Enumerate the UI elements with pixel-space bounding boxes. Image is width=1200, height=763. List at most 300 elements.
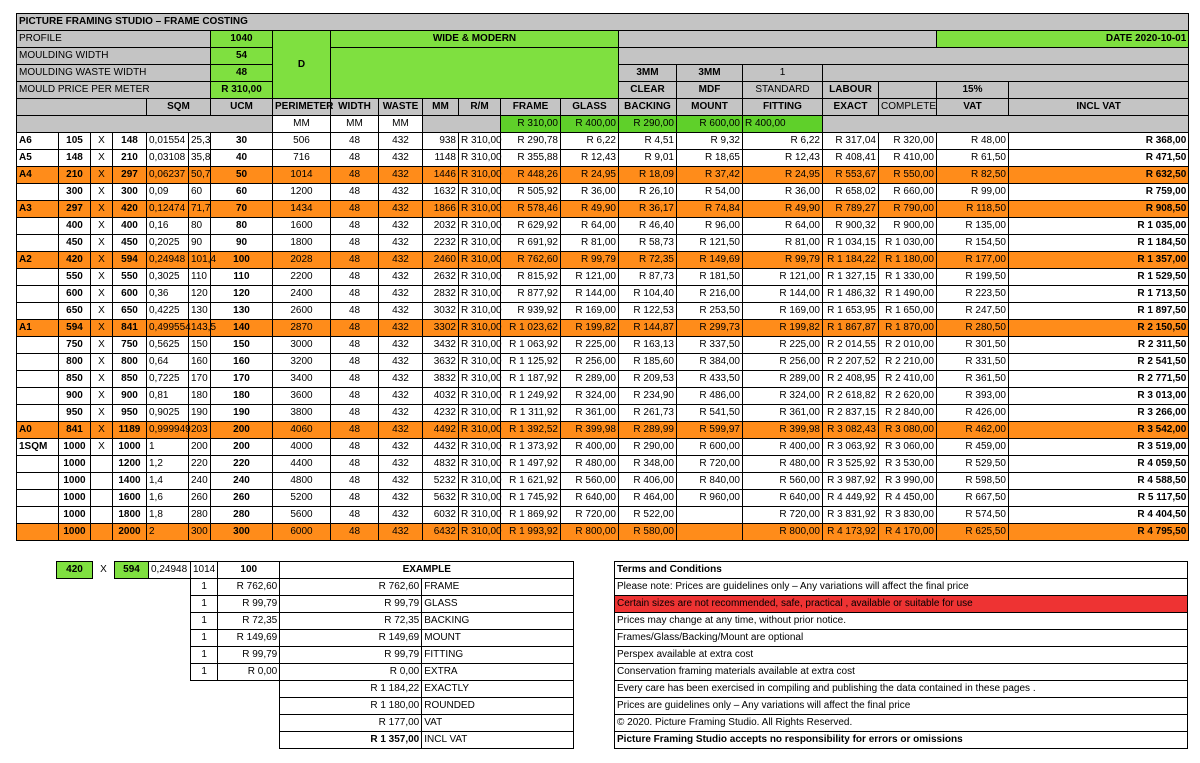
table-row xyxy=(17,337,1189,354)
cell-w: 400 xyxy=(59,218,91,235)
cell-complete: R 4 170,00 xyxy=(879,524,937,541)
cell-complete: R 3 530,00 xyxy=(879,456,937,473)
example-line xyxy=(57,596,574,613)
cell-complete: R 1 030,00 xyxy=(879,235,937,252)
cell-x: X xyxy=(91,303,113,320)
cell-glass: R 121,00 xyxy=(561,269,619,286)
table-row xyxy=(17,490,1189,507)
table-row xyxy=(17,218,1189,235)
example-line xyxy=(57,613,574,630)
cell-mm: 2460 xyxy=(423,252,459,269)
table-row xyxy=(17,473,1189,490)
table-row xyxy=(17,422,1189,439)
example-height[interactable]: 594 xyxy=(115,562,149,579)
cell-vat: R 667,50 xyxy=(937,490,1009,507)
cell-fitting: R 144,00 xyxy=(743,286,823,303)
cell-per: 3000 xyxy=(273,337,331,354)
cell-h: 1400 xyxy=(113,473,147,490)
cell-mm: 3632 xyxy=(423,354,459,371)
cell-p: 25,3 xyxy=(189,133,211,150)
blank-cell xyxy=(879,82,937,99)
cell-x: X xyxy=(91,167,113,184)
cell-frame: R 355,88 xyxy=(501,150,561,167)
cell-rm: R 310,00 xyxy=(459,286,501,303)
cell-x: X xyxy=(91,405,113,422)
summary-item: INCL VAT xyxy=(422,732,574,749)
cell-frame: R 762,60 xyxy=(501,252,561,269)
example-qty: 1 xyxy=(191,630,218,647)
cell-mm: 3302 xyxy=(423,320,459,337)
mount-type: STANDARD xyxy=(743,82,823,99)
cell-complete: R 3 060,00 xyxy=(879,439,937,456)
cell-rm: R 310,00 xyxy=(459,439,501,456)
backing-thickness: 3MM xyxy=(677,65,743,82)
cell-ws: 432 xyxy=(379,218,423,235)
cell-w: 594 xyxy=(59,320,91,337)
cell-vat: R 301,50 xyxy=(937,337,1009,354)
cell-sqm: 0,4225 xyxy=(147,303,189,320)
cell-p: 220 xyxy=(189,456,211,473)
cell-h: 950 xyxy=(113,405,147,422)
cell-glass: R 800,00 xyxy=(561,524,619,541)
cell-p: 130 xyxy=(189,303,211,320)
blank-cell xyxy=(57,630,191,647)
cell-complete: R 4 450,00 xyxy=(879,490,937,507)
cell-x: X xyxy=(91,354,113,371)
cell-frame: R 815,92 xyxy=(501,269,561,286)
cell-per: 3800 xyxy=(273,405,331,422)
cell-wd: 48 xyxy=(331,286,379,303)
header-waste: WASTE xyxy=(379,99,423,116)
table-row xyxy=(17,167,1189,184)
cell-sqm: 1,8 xyxy=(147,507,189,524)
cell-w: 900 xyxy=(59,388,91,405)
cell-mm: 2032 xyxy=(423,218,459,235)
cell-backing: R 36,17 xyxy=(619,201,677,218)
cell-rm: R 310,00 xyxy=(459,320,501,337)
cell-frame: R 1 125,92 xyxy=(501,354,561,371)
cell-mm: 4232 xyxy=(423,405,459,422)
cell-x: X xyxy=(91,150,113,167)
cell-rm: R 310,00 xyxy=(459,388,501,405)
cell-incl: R 471,50 xyxy=(1009,150,1189,167)
cell-sqm: 0,01554 xyxy=(147,133,189,150)
cell-per: 4000 xyxy=(273,439,331,456)
cell-sqm: 0,9025 xyxy=(147,405,189,422)
unit-backing-price: R 290,00 xyxy=(619,116,677,133)
cell-size xyxy=(17,218,59,235)
cell-h: 850 xyxy=(113,371,147,388)
cell-sqm: 0,5625 xyxy=(147,337,189,354)
cell-ucm: 110 xyxy=(211,269,273,286)
cell-mm: 6432 xyxy=(423,524,459,541)
header-complete: COMPLETE xyxy=(879,99,937,116)
cell-mount: R 433,50 xyxy=(677,371,743,388)
header-rm: R/M xyxy=(459,99,501,116)
blank-cell xyxy=(1009,82,1189,99)
cell-vat: R 154,50 xyxy=(937,235,1009,252)
cell-w: 300 xyxy=(59,184,91,201)
terms-item: Prices may change at any time, without prior notice. xyxy=(615,613,1188,630)
cell-ws: 432 xyxy=(379,235,423,252)
cell-rm: R 310,00 xyxy=(459,269,501,286)
cell-backing: R 406,00 xyxy=(619,473,677,490)
cell-incl: R 2 150,50 xyxy=(1009,320,1189,337)
cell-per: 1600 xyxy=(273,218,331,235)
cell-wd: 48 xyxy=(331,473,379,490)
table-row xyxy=(17,286,1189,303)
cell-h: 750 xyxy=(113,337,147,354)
table-row xyxy=(17,303,1189,320)
blank-cell xyxy=(57,698,280,715)
example-line xyxy=(57,630,574,647)
cell-p: 80 xyxy=(189,218,211,235)
cell-per: 1200 xyxy=(273,184,331,201)
cell-sqm: 1,2 xyxy=(147,456,189,473)
cell-per: 506 xyxy=(273,133,331,150)
cell-w: 210 xyxy=(59,167,91,184)
cell-vat: R 426,00 xyxy=(937,405,1009,422)
cell-rm: R 310,00 xyxy=(459,218,501,235)
cell-glass: R 169,00 xyxy=(561,303,619,320)
cell-h: 1000 xyxy=(113,439,147,456)
cell-mount: R 74,84 xyxy=(677,201,743,218)
cell-frame: R 1 249,92 xyxy=(501,388,561,405)
cell-x xyxy=(91,473,113,490)
cell-incl: R 759,00 xyxy=(1009,184,1189,201)
cell-complete: R 1 650,00 xyxy=(879,303,937,320)
cell-rm: R 310,00 xyxy=(459,490,501,507)
cell-vat: R 361,50 xyxy=(937,371,1009,388)
cell-h: 297 xyxy=(113,167,147,184)
cell-x xyxy=(91,490,113,507)
unit-frame-price: R 310,00 xyxy=(501,116,561,133)
cell-mount: R 486,00 xyxy=(677,388,743,405)
cell-backing: R 580,00 xyxy=(619,524,677,541)
cell-frame: R 578,46 xyxy=(501,201,561,218)
cell-fitting: R 400,00 xyxy=(743,439,823,456)
style-name: WIDE & MODERN xyxy=(331,31,619,48)
table-row xyxy=(17,150,1189,167)
param-label-profile: PROFILE xyxy=(17,31,211,48)
cell-x: X xyxy=(91,133,113,150)
cell-w: 1000 xyxy=(59,524,91,541)
cell-vat: R 48,00 xyxy=(937,133,1009,150)
cell-ucm: 140 xyxy=(211,320,273,337)
example-total: R 99,79 xyxy=(280,596,422,613)
cell-mount xyxy=(677,524,743,541)
param-value-price[interactable]: R 310,00 xyxy=(211,82,273,99)
cell-wd: 48 xyxy=(331,133,379,150)
cell-x: X xyxy=(91,439,113,456)
cell-sqm: 0,499554 xyxy=(147,320,189,337)
cell-ws: 432 xyxy=(379,405,423,422)
cell-mount: R 599,97 xyxy=(677,422,743,439)
unit-width: MM xyxy=(331,116,379,133)
cell-per: 1800 xyxy=(273,235,331,252)
cell-wd: 48 xyxy=(331,218,379,235)
cell-frame: R 877,92 xyxy=(501,286,561,303)
cell-fitting: R 800,00 xyxy=(743,524,823,541)
cell-complete: R 2 010,00 xyxy=(879,337,937,354)
header-backing: BACKING xyxy=(619,99,677,116)
cell-x: X xyxy=(91,388,113,405)
cell-p: 150 xyxy=(189,337,211,354)
cell-p: 170 xyxy=(189,371,211,388)
cell-x xyxy=(91,507,113,524)
cell-fitting: R 256,00 xyxy=(743,354,823,371)
cell-size xyxy=(17,269,59,286)
cell-size: A3 xyxy=(17,201,59,218)
table-row xyxy=(17,456,1189,473)
terms-item: Certain sizes are not recommended, safe, practical , available or suitable for use xyxy=(615,596,1188,613)
cell-exact: R 408,41 xyxy=(823,150,879,167)
cell-incl: R 1 529,50 xyxy=(1009,269,1189,286)
cell-complete: R 410,00 xyxy=(879,150,937,167)
param-value-profile[interactable]: 1040 xyxy=(211,31,273,48)
cell-backing: R 290,00 xyxy=(619,439,677,456)
example-line xyxy=(57,579,574,596)
cell-p: 71,7 xyxy=(189,201,211,218)
example-item: GLASS xyxy=(422,596,574,613)
cell-mount: R 600,00 xyxy=(677,439,743,456)
unit-perimeter: MM xyxy=(273,116,331,133)
cell-sqm: 1 xyxy=(147,439,189,456)
cell-backing: R 261,73 xyxy=(619,405,677,422)
backing-type: MDF xyxy=(677,82,743,99)
example-price: R 149,69 xyxy=(218,630,280,647)
cell-sqm: 0,7225 xyxy=(147,371,189,388)
cell-mm: 4432 xyxy=(423,439,459,456)
cell-mm: 1446 xyxy=(423,167,459,184)
cell-h: 400 xyxy=(113,218,147,235)
cell-incl: R 3 542,00 xyxy=(1009,422,1189,439)
cell-complete: R 660,00 xyxy=(879,184,937,201)
cell-sqm: 0,24948 xyxy=(147,252,189,269)
cell-size xyxy=(17,473,59,490)
cell-fitting: R 225,00 xyxy=(743,337,823,354)
unit-mount-price: R 600,00 xyxy=(677,116,743,133)
cell-mount: R 54,00 xyxy=(677,184,743,201)
cell-vat: R 61,50 xyxy=(937,150,1009,167)
cell-exact: R 1 184,22 xyxy=(823,252,879,269)
cell-ucm: 200 xyxy=(211,439,273,456)
cell-wd: 48 xyxy=(331,456,379,473)
header-frame: FRAME xyxy=(501,99,561,116)
param-value-waste-width[interactable]: 48 xyxy=(211,65,273,82)
cell-incl: R 1 035,00 xyxy=(1009,218,1189,235)
param-label-moulding-width: MOULDING WIDTH xyxy=(17,48,211,65)
cell-p: 90 xyxy=(189,235,211,252)
cell-x: X xyxy=(91,320,113,337)
style-letter: D xyxy=(273,31,331,99)
cell-wd: 48 xyxy=(331,354,379,371)
cell-backing: R 4,51 xyxy=(619,133,677,150)
example-summary xyxy=(57,715,574,732)
cell-mount: R 9,32 xyxy=(677,133,743,150)
cell-exact: R 4 449,92 xyxy=(823,490,879,507)
cell-backing: R 163,13 xyxy=(619,337,677,354)
cell-per: 4400 xyxy=(273,456,331,473)
cell-complete: R 550,00 xyxy=(879,167,937,184)
cell-ucm: 200 xyxy=(211,422,273,439)
cell-wd: 48 xyxy=(331,303,379,320)
cell-incl: R 4 404,50 xyxy=(1009,507,1189,524)
param-value-moulding-width[interactable]: 54 xyxy=(211,48,273,65)
example-qty: 1 xyxy=(191,579,218,596)
cell-fitting: R 64,00 xyxy=(743,218,823,235)
cell-vat: R 393,00 xyxy=(937,388,1009,405)
cell-ws: 432 xyxy=(379,167,423,184)
cell-sqm: 1,6 xyxy=(147,490,189,507)
example-width[interactable]: 420 xyxy=(57,562,93,579)
cell-ws: 432 xyxy=(379,422,423,439)
cell-sqm: 0,999949 xyxy=(147,422,189,439)
cell-mm: 3832 xyxy=(423,371,459,388)
blank-cell xyxy=(423,116,501,133)
cell-ucm: 50 xyxy=(211,167,273,184)
cell-wd: 48 xyxy=(331,150,379,167)
cell-vat: R 598,50 xyxy=(937,473,1009,490)
cell-complete: R 1 180,00 xyxy=(879,252,937,269)
cell-rm: R 310,00 xyxy=(459,473,501,490)
cell-incl: R 1 184,50 xyxy=(1009,235,1189,252)
example-line xyxy=(57,664,574,681)
cell-mount: R 541,50 xyxy=(677,405,743,422)
cell-sqm: 0,64 xyxy=(147,354,189,371)
header-fitting: FITTING xyxy=(743,99,823,116)
cell-backing: R 58,73 xyxy=(619,235,677,252)
cell-glass: R 560,00 xyxy=(561,473,619,490)
example-p: 1014 xyxy=(191,562,218,579)
cell-glass: R 720,00 xyxy=(561,507,619,524)
cell-complete: R 2 840,00 xyxy=(879,405,937,422)
cell-wd: 48 xyxy=(331,235,379,252)
cell-vat: R 462,00 xyxy=(937,422,1009,439)
table-row xyxy=(17,524,1189,541)
terms-item: Every care has been exercised in compiling and publishing the data contained in these pages . xyxy=(615,681,1188,698)
header-sqm: SQM xyxy=(147,99,211,116)
summary-total: R 177,00 xyxy=(280,715,422,732)
cell-mount: R 149,69 xyxy=(677,252,743,269)
cell-w: 297 xyxy=(59,201,91,218)
cell-wd: 48 xyxy=(331,507,379,524)
cell-incl: R 3 266,00 xyxy=(1009,405,1189,422)
cell-ws: 432 xyxy=(379,524,423,541)
header-glass: GLASS xyxy=(561,99,619,116)
cell-backing: R 209,53 xyxy=(619,371,677,388)
cell-mount: R 96,00 xyxy=(677,218,743,235)
cell-per: 716 xyxy=(273,150,331,167)
cell-mm: 6032 xyxy=(423,507,459,524)
cell-size xyxy=(17,524,59,541)
cell-w: 1000 xyxy=(59,507,91,524)
blank-cell xyxy=(57,681,280,698)
cell-complete: R 790,00 xyxy=(879,201,937,218)
terms-item: Prices are guidelines only – Any variations will affect the final price xyxy=(615,698,1188,715)
cell-rm: R 310,00 xyxy=(459,354,501,371)
terms-item: Picture Framing Studio accepts no responsibility for errors or omissions xyxy=(615,732,1188,749)
cell-ucm: 30 xyxy=(211,133,273,150)
cell-w: 850 xyxy=(59,371,91,388)
cell-complete: R 2 210,00 xyxy=(879,354,937,371)
cell-ws: 432 xyxy=(379,371,423,388)
cell-mm: 938 xyxy=(423,133,459,150)
cell-incl: R 1 897,50 xyxy=(1009,303,1189,320)
cell-incl: R 632,50 xyxy=(1009,167,1189,184)
cell-backing: R 87,73 xyxy=(619,269,677,286)
cell-backing: R 72,35 xyxy=(619,252,677,269)
cell-size: A0 xyxy=(17,422,59,439)
summary-total: R 1 180,00 xyxy=(280,698,422,715)
glass-thickness: 3MM xyxy=(619,65,677,82)
cell-mm: 2832 xyxy=(423,286,459,303)
example-qty: 1 xyxy=(191,596,218,613)
cell-ucm: 240 xyxy=(211,473,273,490)
example-line xyxy=(57,647,574,664)
cell-h: 450 xyxy=(113,235,147,252)
labour-label: LABOUR xyxy=(823,82,879,99)
cell-backing: R 185,60 xyxy=(619,354,677,371)
summary-item: EXACTLY xyxy=(422,681,574,698)
cell-backing: R 26,10 xyxy=(619,184,677,201)
cell-frame: R 1 497,92 xyxy=(501,456,561,473)
date-label: DATE 2020-10-01 xyxy=(937,31,1189,48)
cell-mm: 1148 xyxy=(423,150,459,167)
cell-backing: R 122,53 xyxy=(619,303,677,320)
cell-p: 280 xyxy=(189,507,211,524)
cell-size: A1 xyxy=(17,320,59,337)
cell-w: 1000 xyxy=(59,490,91,507)
cell-frame: R 1 311,92 xyxy=(501,405,561,422)
example-price: R 0,00 xyxy=(218,664,280,681)
cell-incl: R 3 013,00 xyxy=(1009,388,1189,405)
glass-type: CLEAR xyxy=(619,82,677,99)
cell-sqm: 0,12474 xyxy=(147,201,189,218)
cell-ws: 432 xyxy=(379,490,423,507)
cell-p: 110 xyxy=(189,269,211,286)
cell-w: 750 xyxy=(59,337,91,354)
blank-cell xyxy=(823,65,1189,82)
cell-ucm: 170 xyxy=(211,371,273,388)
cell-exact: R 1 486,32 xyxy=(823,286,879,303)
cell-x: X xyxy=(91,252,113,269)
vat-percent: 15% xyxy=(937,82,1009,99)
cell-w: 1000 xyxy=(59,439,91,456)
cell-p: 180 xyxy=(189,388,211,405)
cell-mm: 1632 xyxy=(423,184,459,201)
cell-fitting: R 480,00 xyxy=(743,456,823,473)
blank-cell xyxy=(57,715,280,732)
cell-per: 2870 xyxy=(273,320,331,337)
unit-fitting-price: R 400,00 xyxy=(743,116,823,133)
cell-wd: 48 xyxy=(331,422,379,439)
header-vat: VAT xyxy=(937,99,1009,116)
cell-x: X xyxy=(91,422,113,439)
cell-exact: R 3 082,43 xyxy=(823,422,879,439)
cell-fitting: R 81,00 xyxy=(743,235,823,252)
example-price: R 99,79 xyxy=(218,647,280,664)
cell-p: 300 xyxy=(189,524,211,541)
cell-glass: R 199,82 xyxy=(561,320,619,337)
cell-ucm: 160 xyxy=(211,354,273,371)
cell-glass: R 24,95 xyxy=(561,167,619,184)
style-blank xyxy=(331,48,619,99)
cell-sqm: 0,09 xyxy=(147,184,189,201)
cell-per: 3200 xyxy=(273,354,331,371)
blank-cell xyxy=(57,579,191,596)
cell-size xyxy=(17,286,59,303)
